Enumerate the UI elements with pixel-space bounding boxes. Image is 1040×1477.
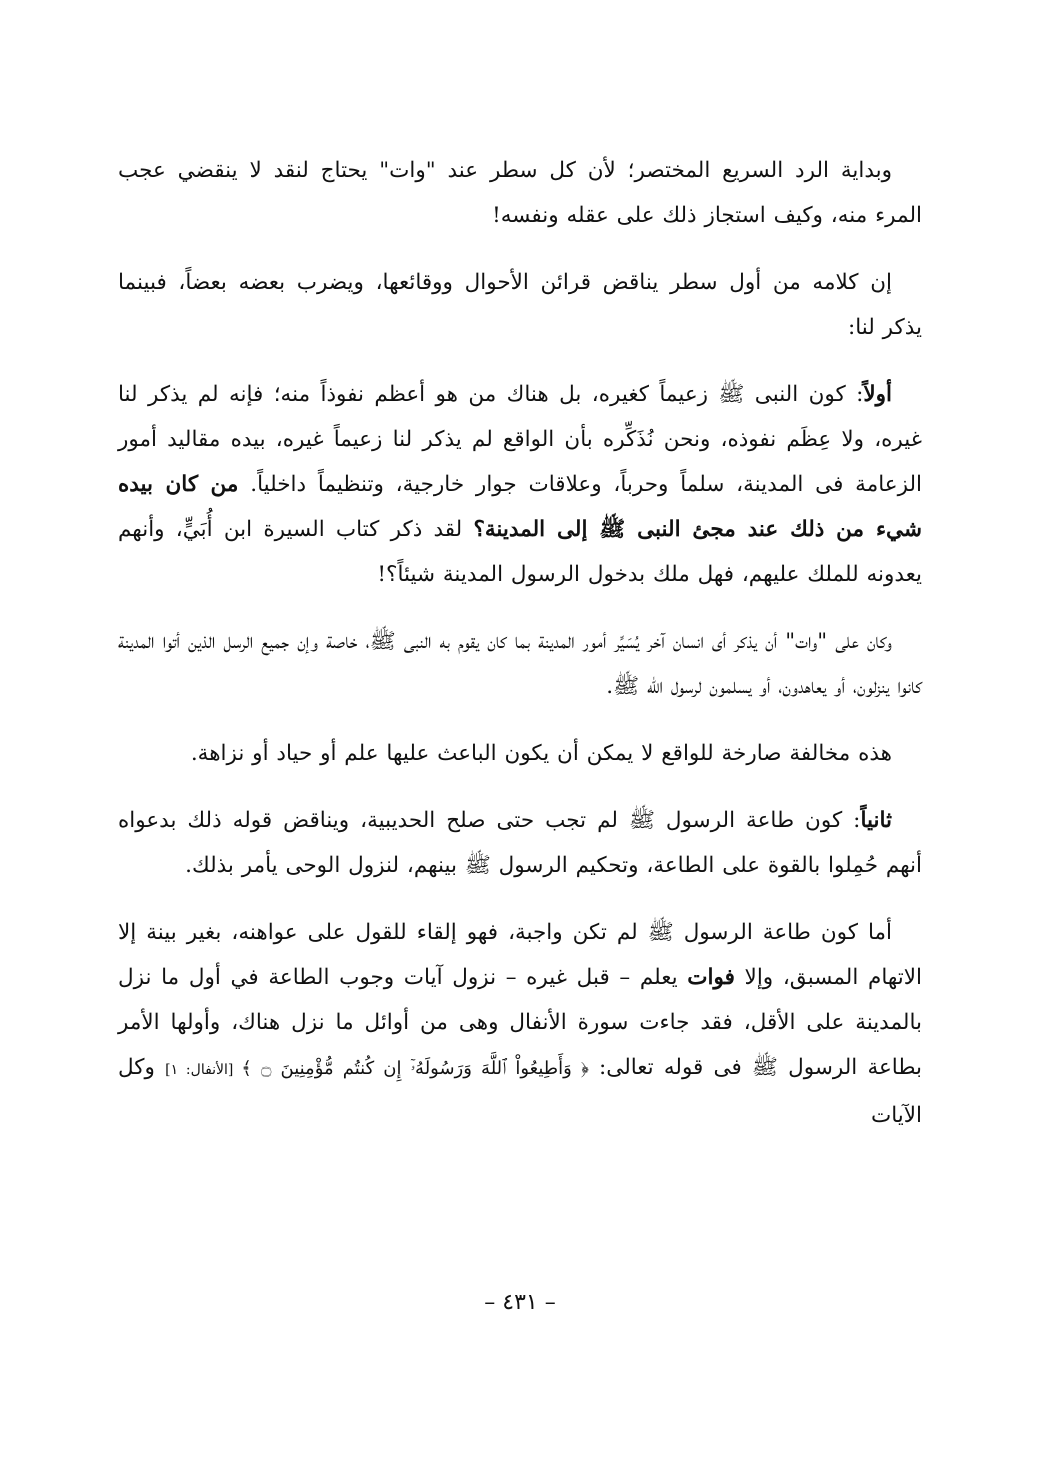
text-run: وكان على "وات" أن يذكر أى انسان آخر يُسَيِّر أمور المدينة بما كان يقوم به النبى ﷺ، خاصة وإن جميع الرسل الذين أتوا المدينة كانوا ينزلون، أو يعاهدون، أو يسلمون لرسول الله ﷺ. — [118, 629, 922, 699]
text-run: يعلم – قبل غيره – نزول آيات وجوب الطاعة في أول ما نزل بالمدينة على الأقل، فقد جاءت سورة الأنفال وهى من أوائل ما نزل هناك، وأولها الأمر بطاعة الرسول ﷺ فى قوله تعالى: — [118, 965, 922, 1080]
paragraph-2 — [118, 260, 922, 350]
paragraph-1 — [118, 148, 922, 238]
text-run: : كون طاعة الرسول ﷺ لم تجب حتى صلح الحديبية، ويناقض قوله ذلك بدعواه أنهم حُمِلوا بالقوة على الطاعة، وتحكيم الرسول ﷺ بينهم، لنزول الوحى يأمر بذلك. — [118, 808, 922, 878]
text-run: لقد ذكر كتاب السيرة ابن أُبَيٍّ، وأنهم يعدونه للملك عليهم، فهل ملك بدخول الرسول المدينة شيئاً؟! — [118, 517, 922, 587]
paragraph-4 — [118, 619, 922, 709]
bold-run: من كان بيده شيء من ذلك عند مجئ النبى ﷺ إلى المدينة؟ — [118, 472, 922, 542]
paragraph-6 — [118, 798, 922, 888]
page-number: – ٤٣١ – — [484, 1290, 556, 1315]
text-run: إن كلامه من أول سطر يناقض قرائن الأحوال ووقائعها، ويضرب بعضه بعضاً، فبينما يذكر لنا: — [118, 270, 922, 340]
paragraph-7 — [118, 910, 922, 1138]
text-run: وكل الآيات — [118, 1055, 922, 1128]
verse-reference: [الأنفال: ١] — [165, 1062, 242, 1078]
text-run: : كون النبى ﷺ زعيماً كغيره، بل هناك من هو أعظم نفوذاً منه؛ فإنه لم يذكر لنا غيره، ولا عِظَم نفوذه، ونحن نُذَكِّره بأن الواقع لم يذكر لنا زعيماً غيره، بيده مقاليد أمور الزعامة فى المدينة، سلماً وحرباً، وعلاقات جوار خارجية، وتنظيماً داخلياً. — [118, 382, 922, 497]
paragraph-3 — [118, 372, 922, 597]
text-run: وبداية الرد السريع المختصر؛ لأن كل سطر عند "وات" يحتاج لنقد لا ينقضي عجب المرء منه، وكيف استجاز ذلك على عقله ونفسه! — [118, 158, 922, 228]
bold-run: أولاً — [863, 382, 892, 407]
paragraph-5 — [118, 731, 922, 776]
page-body — [118, 148, 922, 1160]
text-run: أما كون طاعة الرسول ﷺ لم تكن واجبة، فهو إلقاء للقول على عواهنه، بغير بينة إلا الاتهام المسبق، وإلا — [118, 920, 922, 990]
text-run: هذه مخالفة صارخة للواقع لا يمكن أن يكون الباعث عليها علم أو حياد أو نزاهة. — [190, 741, 892, 766]
bold-run: فوات — [687, 965, 735, 990]
quran-verse: ﴿ وَأَطِيعُواْ ٱللَّهَ وَرَسُولَهُۥٓ إِن كُنتُم مُّؤْمِنِينَ ۝ ﴾ — [241, 1058, 589, 1079]
bold-run: ثانياً — [860, 808, 892, 833]
